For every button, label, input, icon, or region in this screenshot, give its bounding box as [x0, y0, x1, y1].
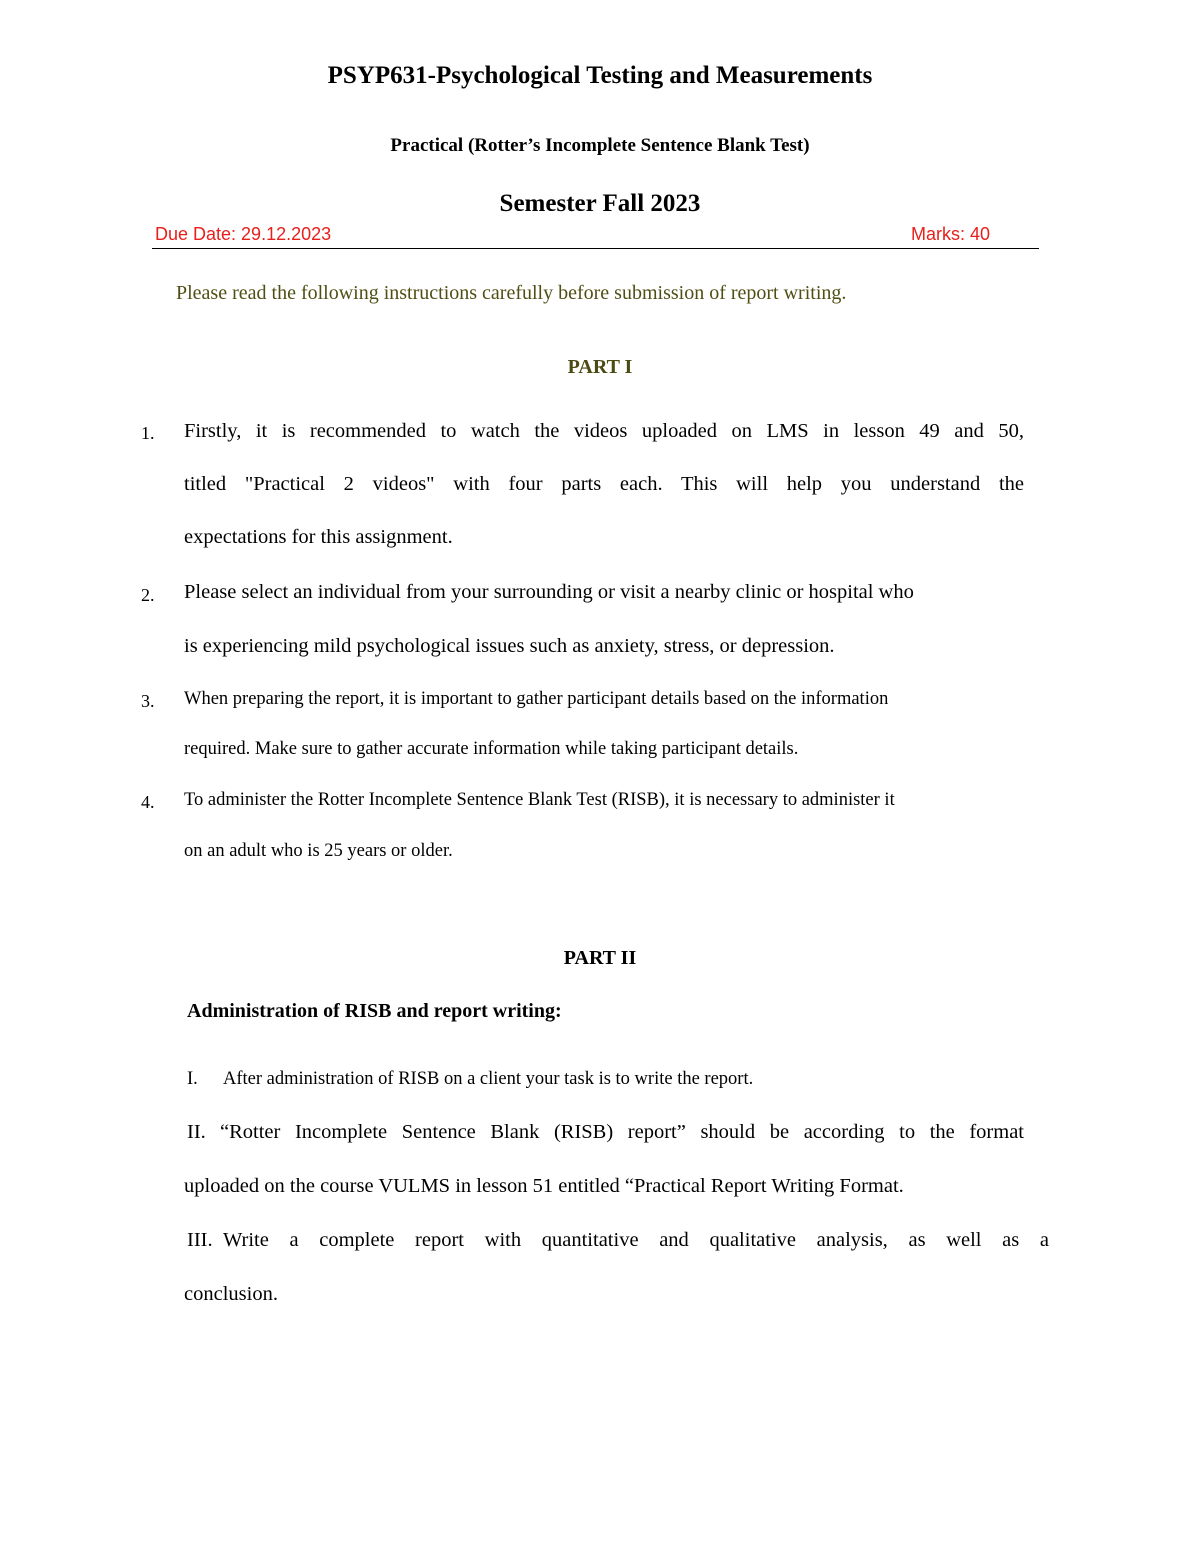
due-marks-row — [152, 224, 1039, 249]
list-item-number: 4. — [141, 792, 155, 812]
list-item-line: expectations for this assignment. — [184, 526, 453, 548]
due-date: Due Date: 29.12.2023 — [155, 224, 332, 244]
list-item-line: is experiencing mild psychological issues such as anxiety, stress, or depression. — [184, 635, 835, 657]
part-1-heading: PART I — [567, 356, 633, 378]
list-item-line: Please select an individual from your surrounding or visit a nearby clinic or hospital who — [184, 581, 914, 603]
document-subtitle: Practical (Rotter’s Incomplete Sentence Blank Test) — [390, 135, 810, 156]
list-item-line: titled "Practical 2 videos" with four parts each. This will help you understand the — [184, 473, 1024, 495]
part-2-subheading: Administration of RISB and report writing: — [187, 1000, 562, 1022]
document-title: PSYP631-Psychological Testing and Measurements — [327, 62, 873, 89]
list-item-line: on an adult who is 25 years or older. — [184, 841, 453, 861]
roman-item-number: I. — [187, 1069, 198, 1089]
list-item-line: Write a complete report with quantitative and qualitative analysis, as well as a — [223, 1229, 1049, 1251]
roman-item-number: II. — [187, 1121, 206, 1143]
list-item-line: “Rotter Incomplete Sentence Blank (RISB) report” should be according to the format — [220, 1121, 1024, 1143]
list-item-number: 2. — [141, 585, 155, 605]
list-item-line: When preparing the report, it is important to gather participant details based on the information — [184, 689, 889, 709]
list-item-line: To administer the Rotter Incomplete Sentence Blank Test (RISB), it is necessary to administer it — [184, 790, 895, 810]
list-item-line: conclusion. — [184, 1283, 278, 1305]
list-item-line: After administration of RISB on a client your task is to write the report. — [223, 1069, 754, 1089]
marks: Marks: 40 — [911, 224, 991, 244]
list-item-number: 3. — [141, 691, 155, 711]
list-item-line: uploaded on the course VULMS in lesson 51 entitled “Practical Report Writing Format. — [184, 1175, 904, 1197]
list-item-line: required. Make sure to gather accurate information while taking participant details. — [184, 739, 799, 759]
intro-instructions: Please read the following instructions carefully before submission of report writing. — [176, 282, 847, 304]
roman-item-number: III. — [187, 1229, 213, 1251]
list-item-number: 1. — [141, 423, 155, 443]
list-item-line: Firstly, it is recommended to watch the videos uploaded on LMS in lesson 49 and 50, — [184, 420, 1024, 442]
semester-label: Semester Fall 2023 — [499, 190, 701, 217]
part-2-heading: PART II — [563, 947, 637, 969]
